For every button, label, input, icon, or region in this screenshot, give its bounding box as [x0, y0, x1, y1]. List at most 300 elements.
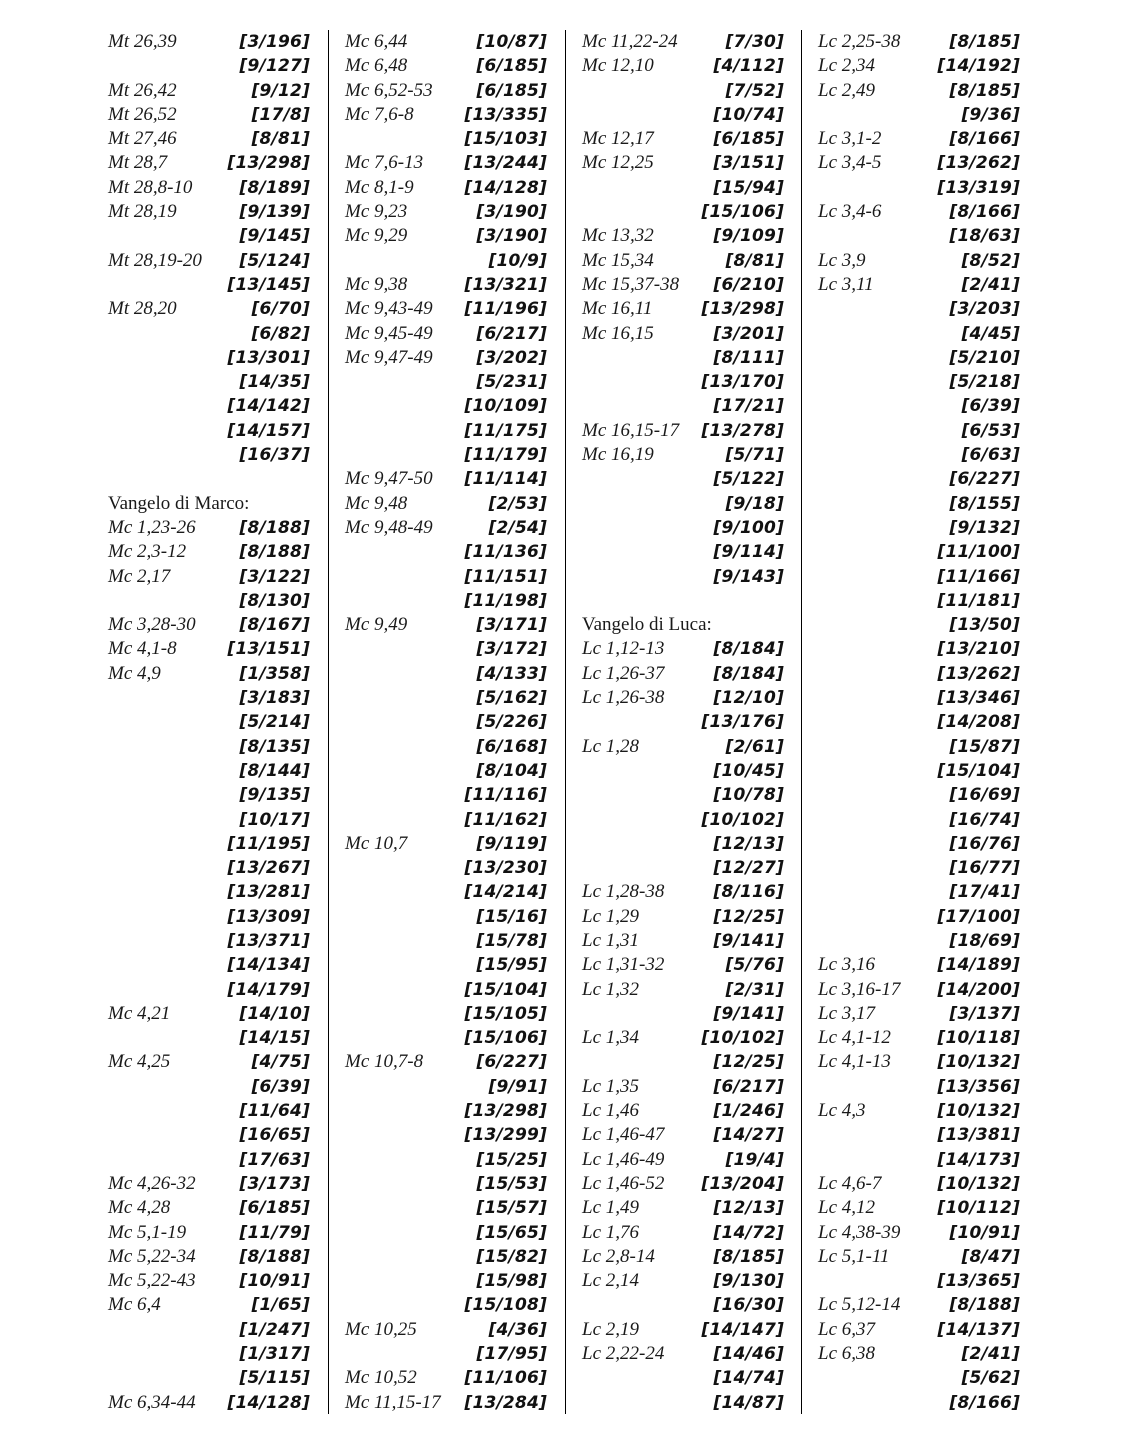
verse-reference: Lc 1,76: [582, 1221, 639, 1243]
citation-reference: [5/122]: [713, 469, 784, 490]
index-entry: [582, 346, 784, 370]
citation-reference: [14/134]: [227, 955, 310, 976]
citation-reference: [13/301]: [227, 347, 310, 368]
verse-reference: Lc 1,12-13: [582, 638, 665, 660]
citation-reference: [5/124]: [239, 250, 310, 271]
citation-reference: [3/173]: [239, 1173, 310, 1194]
index-entry: [818, 1342, 1020, 1366]
citation-reference: [15/103]: [464, 129, 547, 150]
verse-reference: Mc 9,23: [345, 201, 408, 223]
citation-reference: [15/98]: [476, 1271, 547, 1292]
index-entry: [108, 346, 310, 370]
verse-reference: Mc 10,7: [345, 832, 408, 854]
index-entry: [818, 1099, 1020, 1123]
index-entry: [582, 929, 784, 953]
verse-reference: Lc 1,31: [582, 929, 639, 951]
index-entry: [345, 662, 547, 686]
citation-reference: [15/25]: [476, 1149, 547, 1170]
index-entry: [108, 978, 310, 1002]
index-entry: [345, 516, 547, 540]
verse-reference: Lc 5,1-11: [818, 1245, 890, 1267]
index-entry: [582, 1221, 784, 1245]
verse-reference: Lc 2,8-14: [582, 1245, 655, 1267]
index-entry: [345, 1050, 547, 1074]
verse-reference: Mc 2,3-12: [108, 541, 187, 563]
index-entry: [108, 589, 310, 613]
index-entry: [345, 1366, 547, 1390]
index-entry: [582, 880, 784, 904]
index-entry: [582, 200, 784, 224]
index-entry: [345, 322, 547, 346]
index-entry: [818, 710, 1020, 734]
citation-reference: [8/135]: [239, 736, 310, 757]
index-entry: [818, 662, 1020, 686]
verse-reference: Mc 6,4: [108, 1294, 161, 1316]
citation-reference: [13/230]: [464, 858, 547, 879]
citation-reference: [5/162]: [476, 688, 547, 709]
index-entry: [582, 1196, 784, 1220]
index-entry: [345, 710, 547, 734]
citation-reference: [13/346]: [937, 688, 1020, 709]
verse-reference: Mc 9,47-50: [345, 468, 433, 490]
index-entry: [818, 1391, 1020, 1415]
citation-reference: [13/371]: [227, 930, 310, 951]
citation-reference: [9/91]: [488, 1076, 547, 1097]
citation-reference: [11/166]: [937, 566, 1020, 587]
citation-reference: [13/204]: [701, 1173, 784, 1194]
index-entry: [345, 394, 547, 418]
citation-reference: [16/76]: [949, 833, 1020, 854]
verse-reference: Mc 4,26-32: [108, 1172, 196, 1194]
verse-reference: Mt 28,19-20: [108, 249, 202, 271]
citation-reference: [17/100]: [937, 906, 1020, 927]
verse-reference: Mc 11,22-24: [582, 31, 678, 52]
citation-reference: [2/41]: [961, 274, 1020, 295]
index-entry: [818, 273, 1020, 297]
citation-reference: [15/105]: [464, 1003, 547, 1024]
index-entry: [345, 1342, 547, 1366]
index-entry: [345, 808, 547, 832]
citation-reference: [11/106]: [464, 1368, 547, 1389]
citation-reference: [9/18]: [725, 493, 784, 514]
index-entry: [108, 297, 310, 321]
index-entry: [108, 54, 310, 78]
verse-reference: Lc 6,37: [818, 1318, 875, 1340]
verse-reference: Lc 2,25-38: [818, 31, 901, 52]
citation-reference: [13/381]: [937, 1125, 1020, 1146]
index-entry: [818, 1026, 1020, 1050]
column-divider: [328, 30, 329, 1414]
index-entry: [108, 929, 310, 953]
citation-reference: [5/226]: [476, 712, 547, 733]
citation-reference: [10/132]: [937, 1101, 1020, 1122]
verse-reference: Mc 11,15-17: [345, 1391, 441, 1413]
index-entry: [818, 394, 1020, 418]
index-entry: [582, 394, 784, 418]
index-entry: [818, 1221, 1020, 1245]
verse-reference: Mc 12,25: [582, 152, 654, 174]
citation-reference: [13/298]: [464, 1101, 547, 1122]
citation-reference: [15/95]: [476, 955, 547, 976]
index-entry: [582, 565, 784, 589]
citation-reference: [18/63]: [949, 226, 1020, 247]
index-entry: [582, 540, 784, 564]
citation-reference: [4/45]: [961, 323, 1020, 344]
index-entry: [345, 103, 547, 127]
citation-reference: [10/118]: [937, 1028, 1020, 1049]
index-entry: [108, 1221, 310, 1245]
citation-reference: [16/65]: [239, 1125, 310, 1146]
index-entry: [582, 79, 784, 103]
index-entry: [345, 224, 547, 248]
verse-reference: Lc 6,38: [818, 1343, 875, 1365]
verse-reference: Lc 1,26-38: [582, 687, 665, 709]
index-entry: [345, 1002, 547, 1026]
column-divider: [565, 30, 566, 1414]
index-entry: [108, 79, 310, 103]
citation-reference: [6/217]: [713, 1076, 784, 1097]
index-entry: [345, 735, 547, 759]
index-entry: [345, 273, 547, 297]
citation-reference: [10/109]: [464, 396, 547, 417]
index-entry: [345, 540, 547, 564]
index-entry: [818, 1075, 1020, 1099]
citation-reference: [17/8]: [251, 104, 310, 125]
citation-reference: [2/53]: [488, 493, 547, 514]
index-entry: [582, 1002, 784, 1026]
index-entry: [818, 1148, 1020, 1172]
index-entry: [108, 1293, 310, 1317]
citation-reference: [13/151]: [227, 639, 310, 660]
citation-reference: [9/12]: [251, 80, 310, 101]
citation-reference: [15/104]: [937, 760, 1020, 781]
citation-reference: [10/45]: [713, 760, 784, 781]
index-entry: [582, 832, 784, 856]
index-entry: [345, 467, 547, 491]
citation-reference: [6/168]: [476, 736, 547, 757]
index-entry: [345, 492, 547, 516]
verse-reference: Mc 8,1-9: [345, 176, 414, 198]
verse-reference: Lc 1,46-52: [582, 1172, 665, 1194]
citation-reference: [12/10]: [713, 688, 784, 709]
index-entry: [818, 103, 1020, 127]
verse-reference: Lc 2,49: [818, 79, 875, 101]
verse-reference: Mc 4,1-8: [108, 638, 177, 660]
citation-reference: [14/200]: [937, 979, 1020, 1000]
citation-reference: [4/133]: [476, 663, 547, 684]
citation-reference: [3/172]: [476, 639, 547, 660]
verse-reference: Mc 7,6-13: [345, 152, 424, 174]
citation-reference: [13/244]: [464, 153, 547, 174]
citation-reference: [14/27]: [713, 1125, 784, 1146]
citation-reference: [11/181]: [937, 590, 1020, 611]
citation-reference: [13/176]: [701, 712, 784, 733]
verse-reference: Lc 3,16: [818, 954, 875, 976]
index-entry: [582, 905, 784, 929]
citation-reference: [14/74]: [713, 1368, 784, 1389]
citation-reference: [14/46]: [713, 1344, 784, 1365]
citation-reference: [9/132]: [949, 517, 1020, 538]
citation-reference: [8/166]: [949, 202, 1020, 223]
citation-reference: [3/196]: [239, 32, 310, 52]
index-entry: [582, 249, 784, 273]
citation-reference: [3/202]: [476, 347, 547, 368]
index-entry: [818, 686, 1020, 710]
citation-reference: [7/52]: [725, 80, 784, 101]
citation-reference: [14/72]: [713, 1222, 784, 1243]
citation-reference: [12/25]: [713, 1052, 784, 1073]
index-entry: [582, 589, 784, 613]
verse-reference: Lc 1,46: [582, 1100, 639, 1122]
citation-reference: [5/71]: [725, 445, 784, 466]
verse-reference: Mt 27,46: [108, 128, 177, 150]
index-entry: [582, 710, 784, 734]
index-entry: [345, 1172, 547, 1196]
citation-reference: [17/41]: [949, 882, 1020, 903]
verse-reference: Lc 1,35: [582, 1075, 639, 1097]
index-entry: [582, 443, 784, 467]
verse-reference: Mt 28,20: [108, 298, 177, 320]
citation-reference: [10/74]: [713, 104, 784, 125]
index-entry: [108, 1366, 310, 1390]
citation-reference: [6/227]: [949, 469, 1020, 490]
verse-reference: Lc 2,34: [818, 55, 875, 77]
index-entry: [345, 30, 547, 54]
citation-reference: [6/185]: [476, 56, 547, 77]
verse-reference: Mc 4,25: [108, 1051, 171, 1073]
column-divider: [801, 30, 802, 1414]
citation-reference: [11/136]: [464, 542, 547, 563]
citation-reference: [14/147]: [701, 1319, 784, 1340]
citation-reference: [8/111]: [713, 347, 784, 368]
index-entry: [108, 443, 310, 467]
citation-reference: [3/171]: [476, 615, 547, 636]
citation-reference: [14/179]: [227, 979, 310, 1000]
index-entry: [108, 1075, 310, 1099]
index-entry: [108, 905, 310, 929]
index-entry: [818, 346, 1020, 370]
index-entry: [108, 127, 310, 151]
verse-reference: Mt 28,8-10: [108, 176, 193, 198]
index-entry: [345, 1123, 547, 1147]
index-entry: [582, 1075, 784, 1099]
index-entry: [108, 200, 310, 224]
index-entry: [818, 443, 1020, 467]
verse-reference: Mc 6,44: [345, 31, 408, 52]
citation-reference: [13/335]: [464, 104, 547, 125]
index-entry: [108, 394, 310, 418]
citation-reference: [15/57]: [476, 1198, 547, 1219]
section-heading: Vangelo di Marco:: [108, 492, 250, 514]
citation-reference: [13/267]: [227, 858, 310, 879]
verse-reference: Lc 1,28: [582, 735, 639, 757]
index-entry: [108, 1196, 310, 1220]
citation-reference: [5/214]: [239, 712, 310, 733]
index-entry: [345, 1245, 547, 1269]
index-entry: [818, 322, 1020, 346]
index-entry: [108, 1318, 310, 1342]
index-entry: [818, 1318, 1020, 1342]
index-entry: [582, 1172, 784, 1196]
citation-reference: [13/262]: [937, 663, 1020, 684]
verse-reference: Lc 3,4-6: [818, 201, 882, 223]
citation-reference: [4/36]: [488, 1319, 547, 1340]
citation-reference: [15/108]: [464, 1295, 547, 1316]
citation-reference: [15/106]: [464, 1028, 547, 1049]
verse-reference: Mc 7,6-8: [345, 103, 414, 125]
verse-reference: Lc 3,4-5: [818, 152, 882, 174]
verse-reference: Lc 1,29: [582, 905, 639, 927]
index-entry: [582, 613, 784, 637]
index-entry: [108, 103, 310, 127]
index-entry: [818, 127, 1020, 151]
citation-reference: [13/145]: [227, 274, 310, 295]
index-entry: [582, 637, 784, 661]
index-entry: [582, 1391, 784, 1415]
index-entry: [582, 1026, 784, 1050]
index-entry: [818, 151, 1020, 175]
citation-reference: [5/231]: [476, 372, 547, 393]
index-entry: [345, 419, 547, 443]
verse-reference: Mc 9,48: [345, 492, 408, 514]
index-entry: [108, 953, 310, 977]
verse-reference: Lc 2,22-24: [582, 1343, 665, 1365]
citation-reference: [9/109]: [713, 226, 784, 247]
index-column-1: [108, 30, 310, 1415]
verse-reference: Mc 2,17: [108, 565, 171, 587]
citation-reference: [15/16]: [476, 906, 547, 927]
index-entry: [108, 151, 310, 175]
index-entry: [108, 1123, 310, 1147]
verse-reference: Lc 4,1-12: [818, 1027, 891, 1049]
index-entry: [818, 1172, 1020, 1196]
index-entry: [345, 929, 547, 953]
citation-reference: [9/127]: [239, 56, 310, 77]
index-entry: [582, 103, 784, 127]
index-entry: [582, 1366, 784, 1390]
citation-reference: [16/37]: [239, 445, 310, 466]
index-entry: [345, 1026, 547, 1050]
citation-reference: [9/119]: [476, 833, 547, 854]
index-entry: [582, 759, 784, 783]
index-entry: [818, 1269, 1020, 1293]
verse-reference: Lc 4,6-7: [818, 1172, 882, 1194]
index-entry: [582, 953, 784, 977]
index-entry: [582, 1148, 784, 1172]
index-entry: [108, 540, 310, 564]
index-entry: [818, 856, 1020, 880]
index-entry: [108, 1026, 310, 1050]
citation-reference: [14/214]: [464, 882, 547, 903]
citation-reference: [8/188]: [239, 542, 310, 563]
verse-reference: Mc 5,1-19: [108, 1221, 187, 1243]
citation-reference: [8/81]: [725, 250, 784, 271]
citation-reference: [2/31]: [725, 979, 784, 1000]
citation-reference: [8/167]: [239, 615, 310, 636]
citation-reference: [14/137]: [937, 1319, 1020, 1340]
citation-reference: [11/100]: [937, 542, 1020, 563]
citation-reference: [1/247]: [239, 1319, 310, 1340]
citation-reference: [10/132]: [937, 1052, 1020, 1073]
verse-reference: Mc 9,49: [345, 614, 408, 636]
index-entry: [818, 589, 1020, 613]
verse-reference: Mc 16,19: [582, 444, 654, 466]
index-entry: [345, 1099, 547, 1123]
index-entry: [345, 297, 547, 321]
verse-reference: Lc 4,38-39: [818, 1221, 901, 1243]
index-entry: [582, 54, 784, 78]
citation-reference: [16/77]: [949, 858, 1020, 879]
verse-reference: Lc 3,9: [818, 249, 866, 271]
citation-reference: [8/81]: [251, 129, 310, 150]
index-entry: [818, 200, 1020, 224]
index-entry: [345, 1293, 547, 1317]
citation-reference: [1/358]: [239, 663, 310, 684]
index-entry: [108, 249, 310, 273]
citation-reference: [12/25]: [713, 906, 784, 927]
verse-reference: Mc 15,34: [582, 249, 654, 271]
index-entry: [818, 1002, 1020, 1026]
verse-reference: Mc 5,22-34: [108, 1245, 196, 1267]
citation-reference: [9/135]: [239, 785, 310, 806]
section-heading: Vangelo di Luca:: [582, 614, 712, 636]
index-entry: [582, 224, 784, 248]
index-entry: [108, 1050, 310, 1074]
citation-reference: [1/246]: [713, 1101, 784, 1122]
index-entry: [582, 151, 784, 175]
citation-reference: [13/170]: [701, 372, 784, 393]
verse-reference: Mc 5,22-43: [108, 1270, 196, 1292]
index-entry: [818, 759, 1020, 783]
index-entry: [108, 735, 310, 759]
index-entry: [582, 1050, 784, 1074]
verse-reference: Mt 28,19: [108, 201, 177, 223]
verse-reference: Mc 13,32: [582, 225, 654, 247]
index-entry: [345, 1391, 547, 1415]
citation-reference: [12/13]: [713, 1198, 784, 1219]
verse-reference: Lc 4,12: [818, 1197, 875, 1219]
citation-reference: [9/143]: [713, 566, 784, 587]
citation-reference: [9/139]: [239, 202, 310, 223]
index-entry: [345, 637, 547, 661]
verse-reference: Lc 1,31-32: [582, 954, 665, 976]
verse-reference: Mc 10,25: [345, 1318, 417, 1340]
index-entry: [582, 492, 784, 516]
index-entry: [108, 783, 310, 807]
citation-reference: [13/298]: [227, 153, 310, 174]
index-entry: [818, 492, 1020, 516]
citation-reference: [16/69]: [949, 785, 1020, 806]
index-entry: [582, 370, 784, 394]
index-entry: [818, 1050, 1020, 1074]
citation-reference: [9/141]: [713, 1003, 784, 1024]
index-entry: [818, 30, 1020, 54]
index-entry: [345, 589, 547, 613]
citation-reference: [8/130]: [239, 590, 310, 611]
index-column-2: [345, 30, 547, 1415]
citation-reference: [9/36]: [961, 104, 1020, 125]
citation-reference: [3/190]: [476, 226, 547, 247]
verse-reference: Mc 4,28: [108, 1197, 171, 1219]
citation-reference: [14/10]: [239, 1003, 310, 1024]
index-entry: [108, 322, 310, 346]
citation-reference: [6/185]: [476, 80, 547, 101]
citation-reference: [6/185]: [713, 129, 784, 150]
index-entry: [582, 273, 784, 297]
index-entry: [818, 1196, 1020, 1220]
citation-reference: [13/298]: [701, 299, 784, 320]
index-entry: [582, 1318, 784, 1342]
